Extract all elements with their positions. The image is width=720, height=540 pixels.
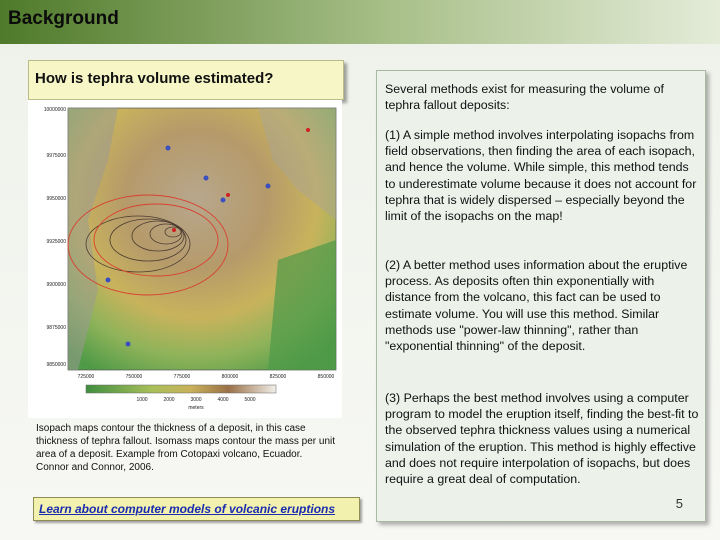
colorbar-tick-label: 1000 — [136, 397, 148, 403]
colorbar-unit: meters — [188, 405, 204, 411]
y-tick-label: 9975000 — [46, 153, 66, 159]
question-text: How is tephra volume estimated? — [35, 70, 274, 87]
y-tick-label: 9900000 — [46, 282, 66, 288]
x-tick-label: 850000 — [317, 374, 335, 380]
method-3-text: (3) Perhaps the best method involves using a computer program to model the eruption itself, finding the best-fit to the observed tephra thickness values using a numerical simulation of the eruption. This method is highly effective and does not require interpolation of isopachs, but does require a great deal of computation. — [385, 391, 699, 487]
y-tick-label: 9950000 — [46, 196, 66, 202]
computer-models-link[interactable]: Learn about computer models of volcanic eruptions — [39, 502, 336, 516]
method-2-text: (2) A better method uses information about the eruptive process. As deposits often thin exponentially with distance from the volcano, this fact can be used to estimate volume. You will use this method. Similar methods use "power-law thinning", rather than "exponential thinning" of the deposit. — [385, 258, 688, 354]
slide-title: Background — [8, 8, 119, 29]
map-caption: Isopach maps contour the thickness of a deposit, in this case thickness of tephra fallout. Isomass maps contour the mass per unit area of a deposit. Example from Cotopaxi volcano, Ecuador. Connor and Connor, 2006. — [36, 423, 336, 473]
page-number: 5 — [675, 496, 683, 511]
x-tick-label: 800000 — [221, 374, 239, 380]
question-box — [28, 60, 344, 100]
elevation-colorbar — [86, 385, 276, 393]
x-tick-label: 825000 — [269, 374, 287, 380]
title-bar — [0, 0, 720, 44]
y-tick-label: 9875000 — [46, 325, 66, 331]
methods-intro: Several methods exist for measuring the volume of tephra fallout deposits: — [385, 82, 664, 113]
colorbar-tick-label: 2000 — [163, 397, 175, 403]
x-tick-label: 750000 — [125, 374, 143, 380]
computer-models-link-box[interactable] — [33, 497, 360, 521]
isopach-map — [28, 100, 342, 418]
y-tick-label: 9850000 — [46, 362, 66, 368]
colorbar-tick-label: 3000 — [190, 397, 202, 403]
x-tick-label: 725000 — [77, 374, 95, 380]
y-tick-label: 9925000 — [46, 239, 66, 245]
colorbar-tick-label: 5000 — [244, 397, 256, 403]
colorbar-tick-label: 4000 — [217, 397, 229, 403]
y-tick-label: 10000000 — [43, 107, 66, 113]
x-tick-label: 775000 — [173, 374, 191, 380]
method-1-text: (1) A simple method involves interpolating isopachs from field observations, then finding the area of each isopach, and hence the volume. While simple, this method tends to underestimate volume because it does not account for tephra that is widely dispersed – especially beyond the limit of the isopachs on the map! — [385, 128, 697, 224]
methods-panel — [376, 70, 706, 522]
